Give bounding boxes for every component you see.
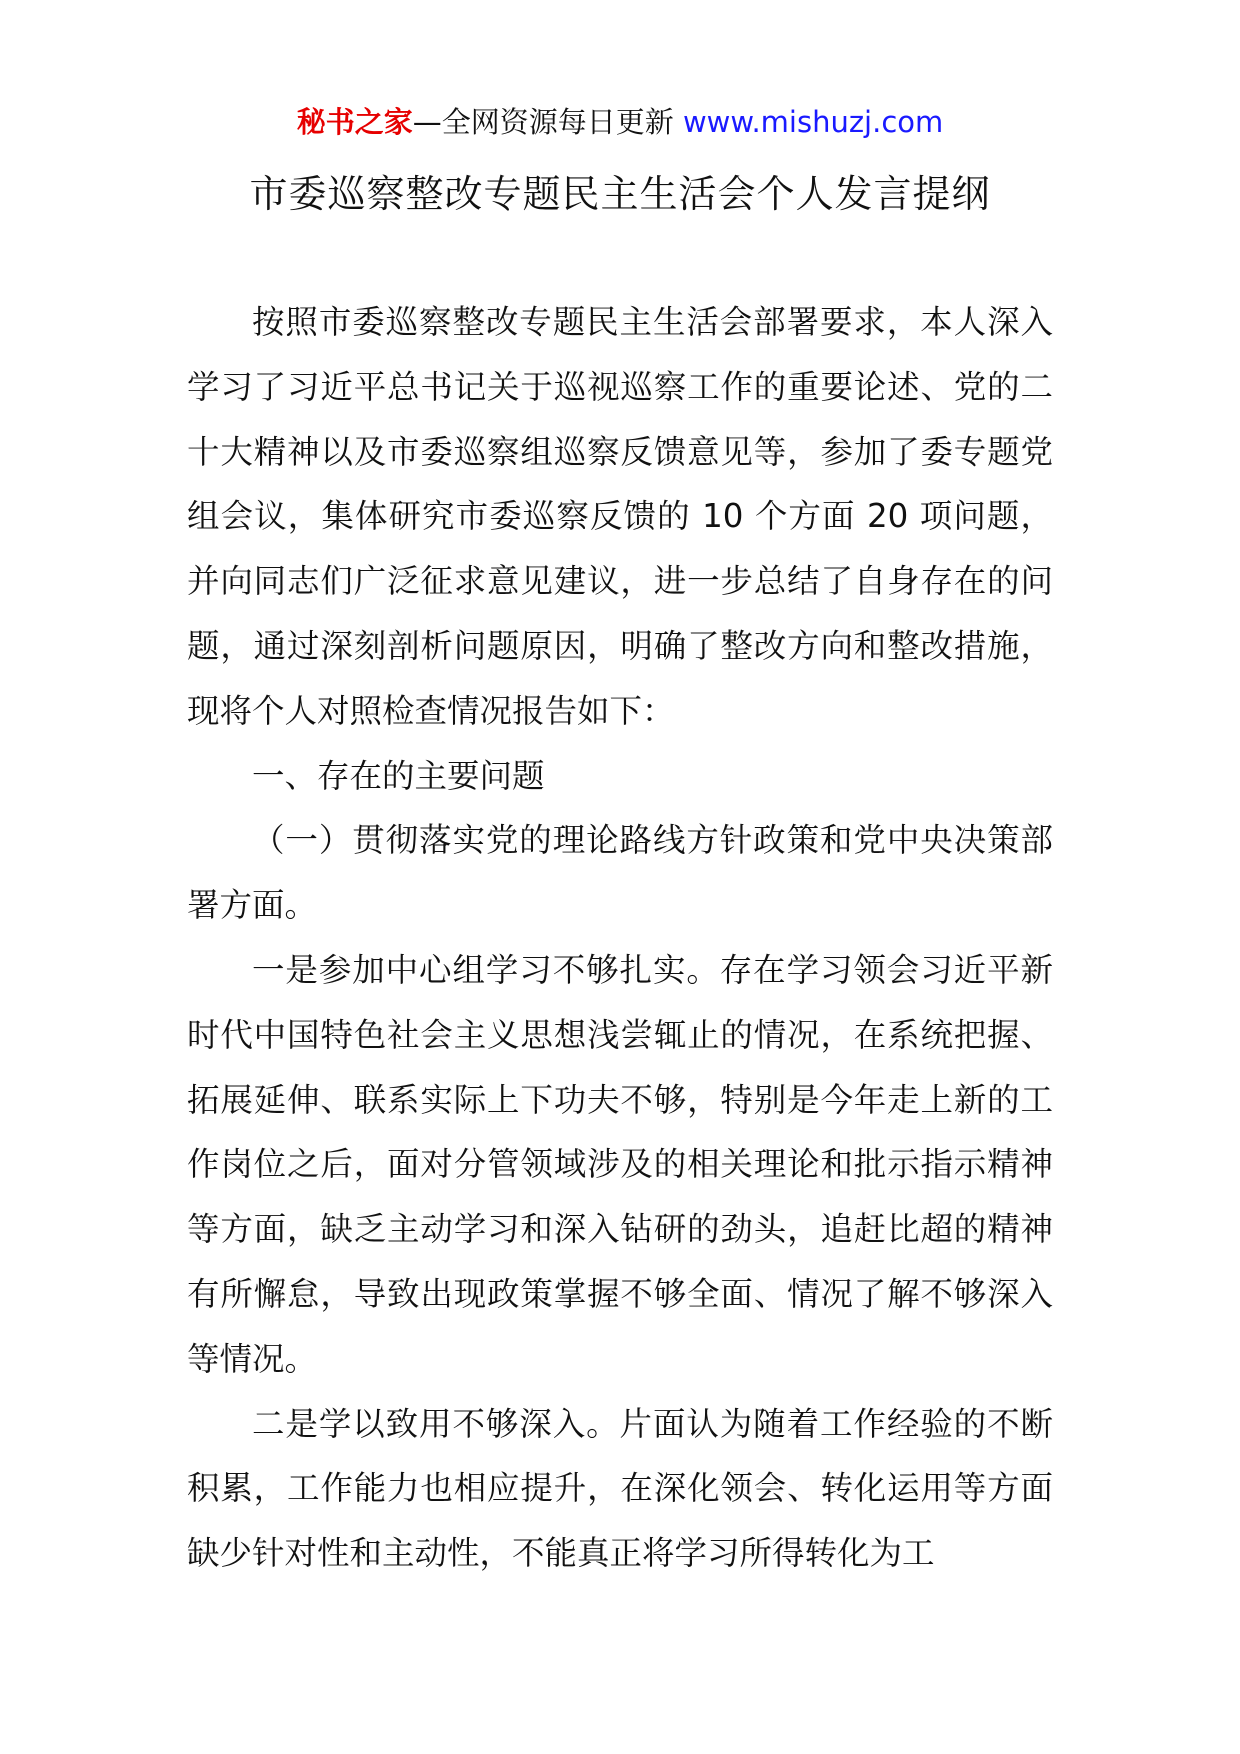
document-body — [187, 290, 1053, 1586]
site-link[interactable]: www.mishuzj.com — [682, 105, 944, 139]
intro-paragraph: 按照市委巡察整改专题民主生活会部署要求，本人深入学习了习近平总书记关于巡视巡察工作的重要论述、党的二十大精神以及市委巡察组巡察反馈意见等，参加了委专题党组会议，集体研究市委巡察反馈的 10 个方面 20 项问题，并向同志们广泛征求意见建议，进一步总结了自身存在的问题，通过深刻剖析问题原因，明确了整改方向和整改措施，现将个人对照检查情况报告如下： — [187, 303, 1053, 730]
section-heading: 一、存在的主要问题 — [252, 756, 545, 795]
body-paragraph: 二是学以致用不够深入。片面认为随着工作经验的不断积累，工作能力也相应提升，在深化领会、转化运用等方面缺少针对性和主动性，不能真正将学习所得转化为工 — [187, 1404, 1053, 1573]
brand-name: 秘书之家 — [296, 105, 413, 139]
subsection-heading: （一）贯彻落实党的理论路线方针政策和党中央决策部署方面。 — [187, 821, 1053, 925]
site-header — [0, 102, 1240, 142]
document-title: 市委巡察整改专题民主生活会个人发言提纲 — [249, 172, 991, 216]
header-tagline: —全网资源每日更新 — [412, 105, 683, 139]
body-paragraph: 一是参加中心组学习不够扎实。存在学习领会习近平新时代中国特色社会主义思想浅尝辄止的情况，在系统把握、拓展延伸、联系实际上下功夫不够，特别是今年走上新的工作岗位之后，面对分管领域涉及的相关理论和批示指示精神等方面，缺乏主动学习和深入钻研的劲头，追赶比超的精神有所懈怠，导致出现政策掌握不够全面、情况了解不够深入等情况。 — [187, 950, 1053, 1378]
